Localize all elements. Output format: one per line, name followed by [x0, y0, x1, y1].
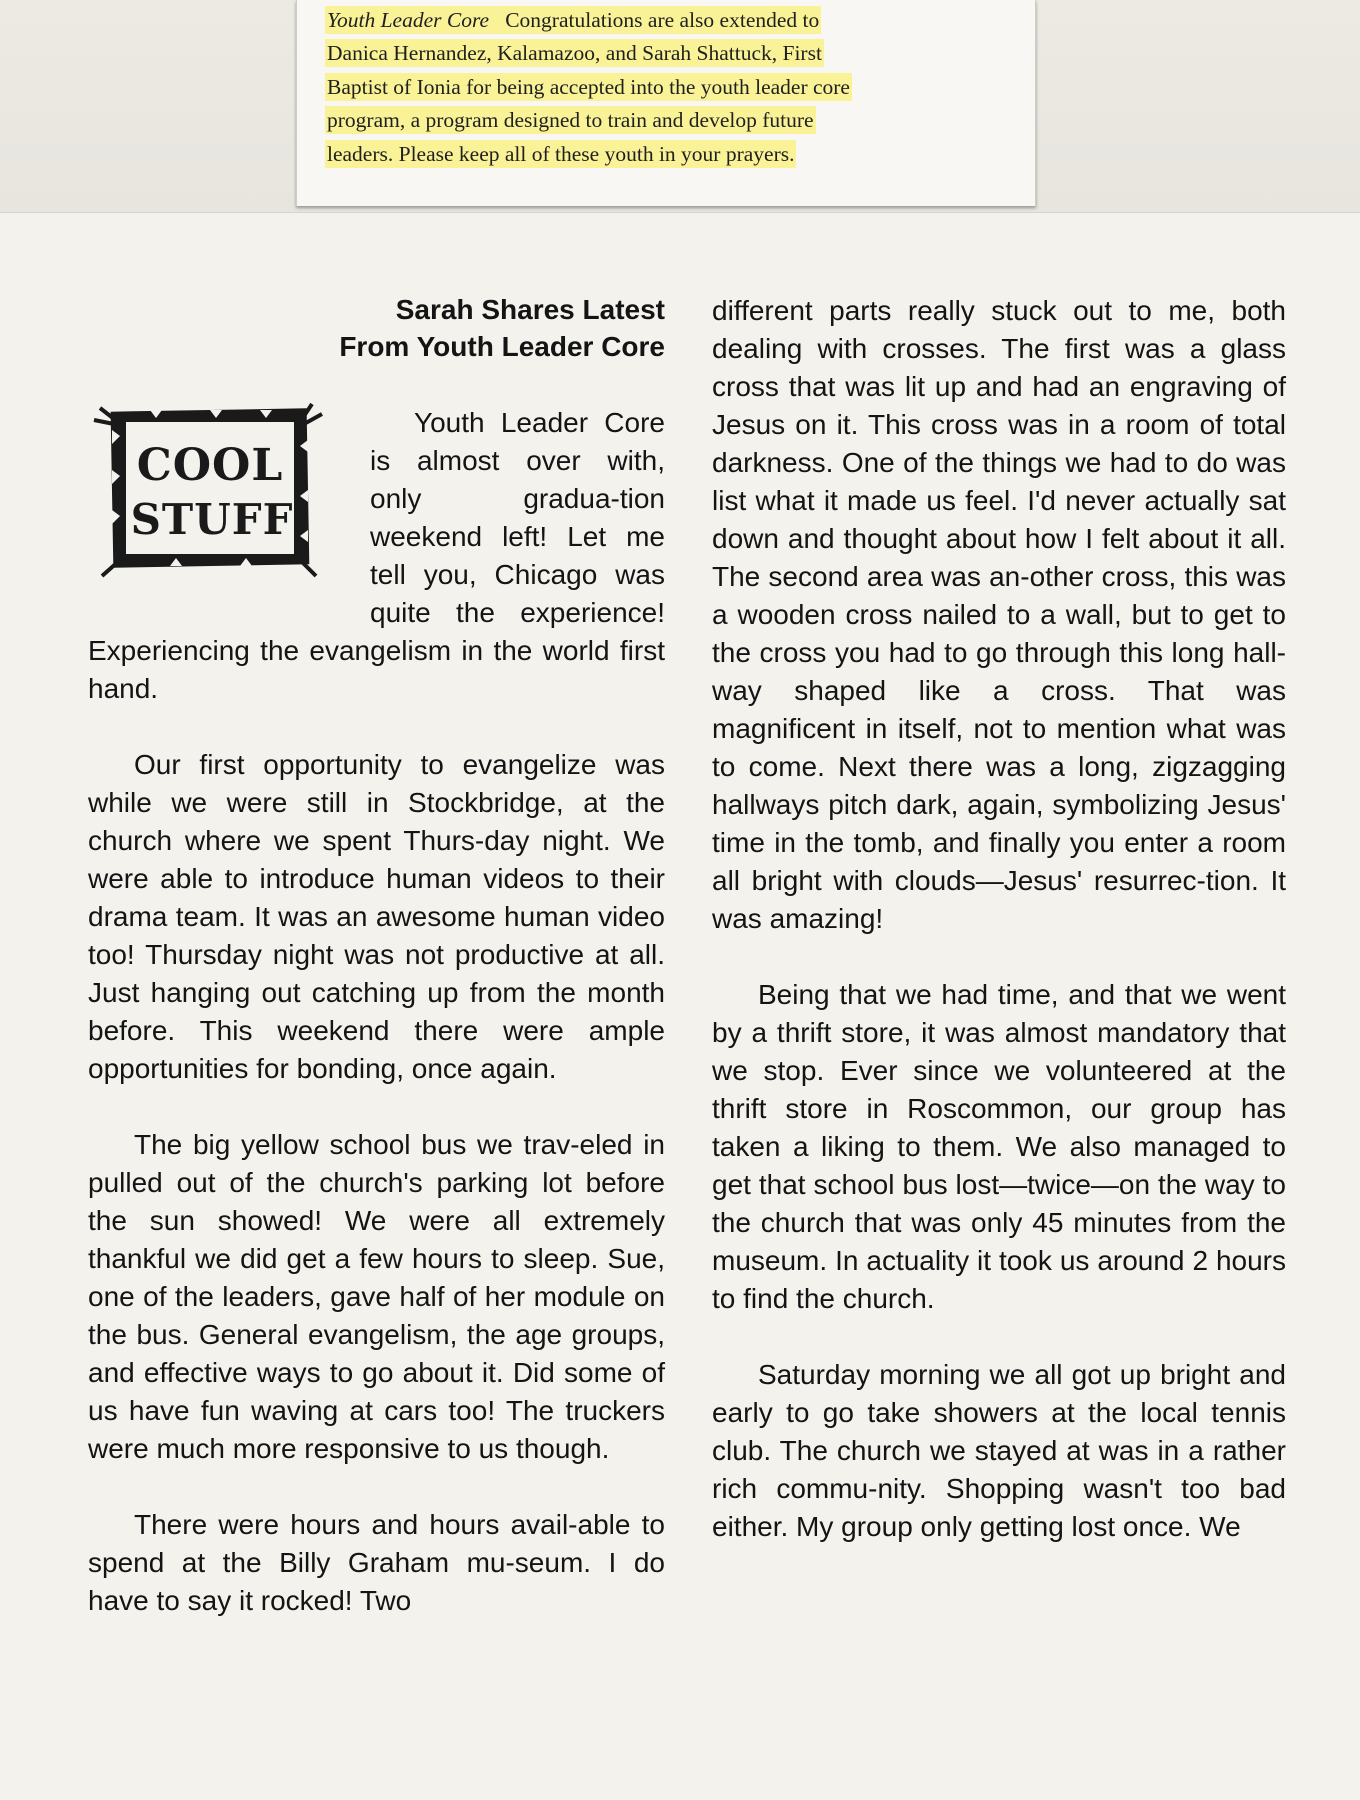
clipping-line-1: Congratulations are also extended to: [505, 8, 820, 32]
column-2-paragraph-3: Saturday morning we all got up bright and early to go take showers at the local tennis club. The church we stayed at was in a rather rich commu-nity. Shopping wasn't too bad either. My group only getting lost once. We: [712, 1359, 1286, 1542]
paragraph-gap: [88, 1088, 665, 1126]
clipping-line-3: Baptist of Ionia for being accepted into the youth leader core: [327, 74, 850, 99]
article-headline: [200, 291, 665, 365]
headline-line-2: From Youth Leader Core: [339, 331, 665, 362]
article-column-1: [88, 404, 665, 1620]
logo-word-cool: COOL: [136, 440, 284, 491]
paragraph-gap: [712, 938, 1286, 976]
logo-word-stuff: STUFF: [130, 495, 294, 544]
article-column-2: [712, 292, 1286, 1546]
clipping-line-2: Danica Hernandez, Kalamazoo, and Sarah Shattuck, First: [327, 41, 822, 66]
column-1-paragraph-4: There were hours and hours avail-able to spend at the Billy Graham mu-seum. I do have to say it rocked! Two: [88, 1509, 665, 1616]
paragraph-gap: [88, 1468, 665, 1506]
newsletter-clipping: [296, 0, 1036, 206]
headline-line-1: Sarah Shares Latest: [395, 294, 665, 325]
paragraph-gap: [712, 1318, 1286, 1356]
clipping-line-5: leaders. Please keep all of these youth in your prayers.: [327, 141, 795, 166]
logo-wrap-space: [88, 404, 370, 632]
clipping-text: [327, 4, 1017, 171]
paragraph-gap: [88, 708, 665, 746]
clipping-lead: Youth Leader Core: [327, 8, 490, 32]
column-2-paragraph-1: different parts really stuck out to me, both dealing with crosses. The first was a glass cross that was lit up and had an engraving of Jesus on it. This cross was in a room of total darkness. One of the things we had to do was list what it made us feel. I'd never actually sat down and thought about how I felt about it all. The second area was an-other cross, this was a wooden cross nailed to a wall, but to get to the cross you had to go through this long hall-way shaped like a cross. That was magnificent in itself, not to mention what was to come. Next there was a long, zigzagging hallways pitch dark, again, symbolizing Jesus' time in the tomb, and finally you enter a room all bright with clouds—Jesus' resurrec-tion. It was amazing!: [712, 295, 1286, 934]
column-1-paragraph-1: Youth Leader Core is almost over with, only gradua-tion weekend left! Let me tell you, Chicago was quite the experience! Experiencing the evangelism in the world first hand.: [88, 407, 665, 704]
column-1-paragraph-2: Our first opportunity to evangelize was while we were still in Stockbridge, at the church where we spent Thurs-day night. We were able to introduce human videos to their drama team. It was an awesome human video too! Thursday night was not productive at all. Just hanging out catching up from the month before. This weekend there were ample opportunities for bonding, once again.: [88, 749, 665, 1084]
column-2-paragraph-2: Being that we had time, and that we went by a thrift store, it was almost mandatory that we stop. Ever since we volunteered at the thrift store in Roscommon, our group has taken a liking to them. We also managed to get that school bus lost—twice—on the way to the church that was only 45 minutes from the museum. In actuality it took us around 2 hours to find the church.: [712, 979, 1286, 1314]
clipping-line-4: program, a program designed to train and develop future: [327, 108, 814, 133]
column-1-paragraph-3: The big yellow school bus we trav-eled in pulled out of the church's parking lot before the sun showed! We were all extremely thankful we did get a few hours to sleep. Sue, one of the leaders, gave half of her module on the bus. General evangelism, the age groups, and effective ways to go about it. Did some of us have fun waving at cars too! The truckers were much more responsive to us though.: [88, 1129, 665, 1464]
